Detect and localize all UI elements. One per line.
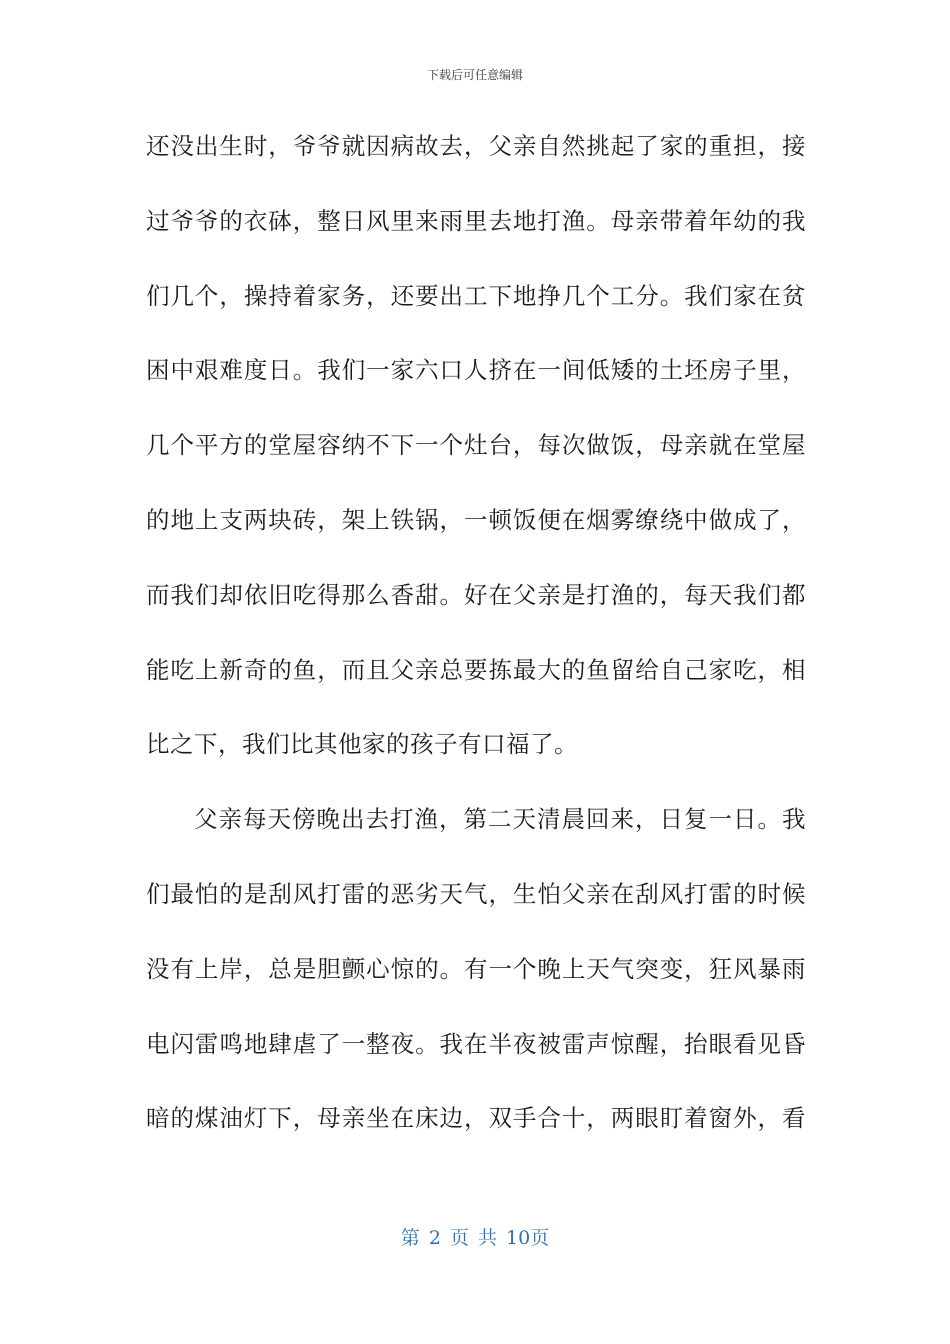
text-line: 没有上岸，总是胆颤心惊的。有一个晚上天气突变，狂风暴雨 bbox=[146, 954, 806, 983]
header-note: 下载后可任意编辑 bbox=[426, 68, 523, 82]
text-line: 的地上支两块砖，架上铁锅，一顿饭便在烟雾缭绕中做成了， bbox=[146, 505, 806, 534]
text-line: 们几个，操持着家务，还要出工下地挣几个工分。我们家在贫 bbox=[146, 281, 806, 310]
text-line: 过爷爷的衣砵，整日风里来雨里去地打渔。母亲带着年幼的我 bbox=[146, 206, 806, 235]
text-line: 困中艰难度日。我们一家六口人挤在一间低矮的土坯房子里， bbox=[146, 356, 806, 385]
text-line: 暗的煤油灯下，母亲坐在床边，双手合十，两眼盯着窗外，看 bbox=[146, 1104, 806, 1133]
document-body bbox=[146, 120, 806, 1167]
text-line: 能吃上新奇的鱼，而且父亲总要拣最大的鱼留给自己家吃，相 bbox=[146, 655, 806, 684]
paragraph-first-line: 父亲每天傍晚出去打渔，第二天清晨回来，日复一日。我 bbox=[194, 805, 806, 834]
text-line: 而我们却依旧吃得那么香甜。好在父亲是打渔的，每天我们都 bbox=[146, 580, 806, 609]
page-number: 第 2 页 共 10页 bbox=[400, 1227, 550, 1249]
text-line: 比之下，我们比其他家的孩子有口福了。 bbox=[146, 730, 578, 759]
text-line: 们最怕的是刮风打雷的恶劣天气，生怕父亲在刮风打雷的时候 bbox=[146, 879, 806, 908]
text-line: 几个平方的堂屋容纳不下一个灶台，每次做饭，母亲就在堂屋 bbox=[146, 431, 806, 460]
text-line: 电闪雷鸣地肆虐了一整夜。我在半夜被雷声惊醒，抬眼看见昏 bbox=[146, 1029, 806, 1058]
text-line: 还没出生时，爷爷就因病故去，父亲自然挑起了家的重担，接 bbox=[146, 132, 806, 160]
